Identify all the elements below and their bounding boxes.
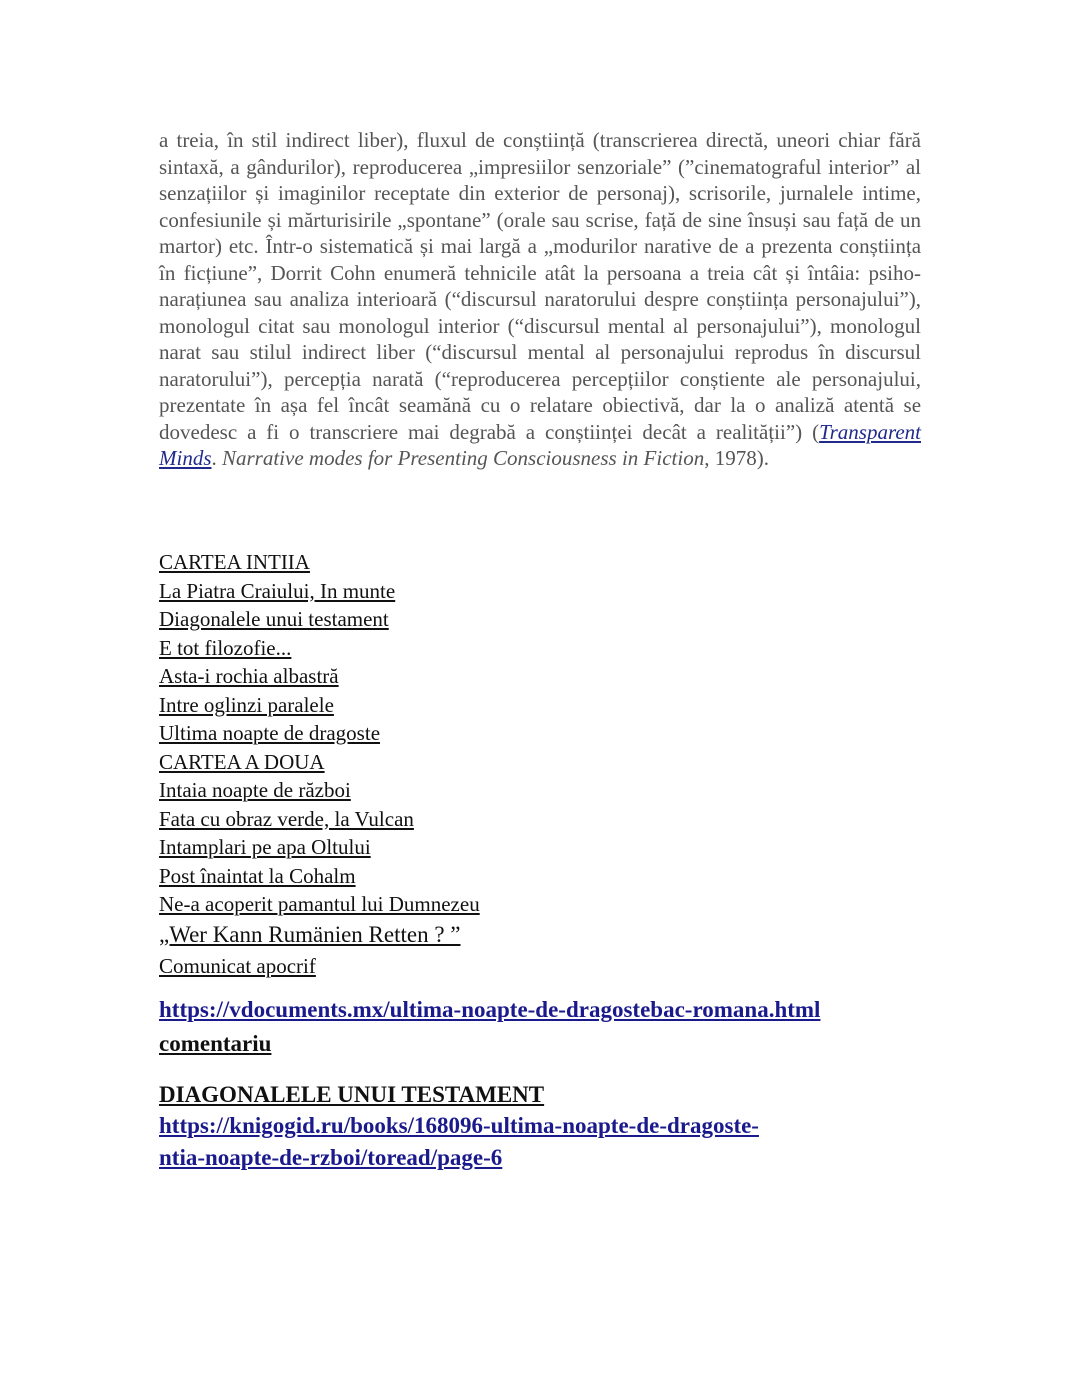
toc-item[interactable]: La Piatra Craiului, In munte [159, 578, 396, 603]
book-subtitle: Narrative modes for Presenting Consciousness in Fiction [222, 446, 705, 470]
link-dot: . [211, 446, 217, 470]
paragraph-line: jurnalele intime, confesiunile și mărturisirile „spontane” (orale sau scrise, față de [159, 181, 921, 232]
paragraph-line: naratorului despre conștiința personajului”), monologul citat sau monologul [159, 287, 922, 338]
paragraph-line: a treia, în stil indirect liber), fluxul de conștiință (transcrierea directă, uneori chiar [159, 128, 881, 152]
toc-item[interactable]: Post înaintat la Cohalm [159, 863, 356, 888]
toc-item[interactable]: E tot filozofie... [159, 635, 292, 660]
paragraph-line: narative de a prezenta conștiința în ficțiune”, Dorrit Cohn enumeră tehnicile atât la [159, 234, 922, 285]
vdocuments-link[interactable]: https://vdocuments.mx/ultima-noapte-de-dragostebac-romana.html [159, 997, 821, 1022]
toc-item[interactable]: Fata cu obraz verde, la Vulcan [159, 806, 414, 831]
paragraph-line: interior” al senzațiilor și imaginilor receptate din exterior de personaj), scrisorile, [159, 154, 921, 205]
paragraph-line: fără sintaxă, a gândurilor), reproducerea „impresiilor senzoriale” (”cinematograful [159, 128, 922, 179]
toc-item[interactable]: „Wer Kann Rumänien Retten ? ” [159, 921, 461, 947]
toc-item[interactable]: CARTEA A DOUA [159, 749, 325, 774]
toc-item[interactable]: CARTEA INTIIA [159, 550, 310, 574]
toc-item[interactable]: Ne-a acoperit pamantul lui Dumnezeu [159, 892, 480, 916]
paragraph-line: sine însuși sau față de un martor) etc. Într-o sistematică și mai largă a „modurilor [159, 207, 922, 258]
transparent-minds-link[interactable]: Transparent Minds [159, 419, 921, 470]
body-paragraph-block [159, 127, 921, 472]
section-heading: DIAGONALELE UNUI TESTAMENT [159, 1082, 545, 1107]
body-paragraph [159, 127, 921, 472]
toc-item[interactable]: Intaia noapte de război [159, 778, 351, 802]
toc-item[interactable]: Intamplari pe apa Oltului [159, 835, 371, 859]
paragraph-line: persoana a treia cât și întâia: psiho-narațiunea sau analiza interioară (“discursul [159, 260, 922, 311]
year-suffix: , 1978). [704, 446, 769, 470]
knigogid-link-line2[interactable]: ntia-noapte-de-rzboi/toread/page-6 [159, 1145, 503, 1170]
table-of-contents [159, 548, 480, 980]
paragraph-line: a fi o transcriere mai degrabă a conștiinței decât a realității”) ( [247, 419, 820, 444]
paragraph-line: interior (“discursul mental al personajului”), monologul narat sau stilul indirect [159, 313, 921, 364]
paragraph-line: percepția narată (“reproducerea percepțiilor conștiente ale personajului, prezentate [159, 366, 921, 417]
toc-item[interactable]: Comunicat apocrif [159, 953, 316, 978]
knigogid-link-line1[interactable]: https://knigogid.ru/books/168096-ultima-noapte-de-dragoste- [159, 1113, 759, 1138]
paragraph-line: liber (“discursul mental al personajului reprodus în discursul naratorului”), [159, 340, 921, 391]
paragraph-line: în așa fel încât seamănă cu o relatare obiectivă, dar la o analiză atentă se dovedesc [159, 393, 922, 444]
toc-item[interactable]: Asta-i rochia albastră [159, 664, 339, 688]
toc-item[interactable]: Intre oglinzi paralele [159, 692, 334, 717]
comentariu-link[interactable]: comentariu [159, 1031, 272, 1056]
toc-item[interactable]: Ultima noapte de dragoste [159, 721, 381, 745]
toc-item[interactable]: Diagonalele unui testament [159, 607, 389, 631]
